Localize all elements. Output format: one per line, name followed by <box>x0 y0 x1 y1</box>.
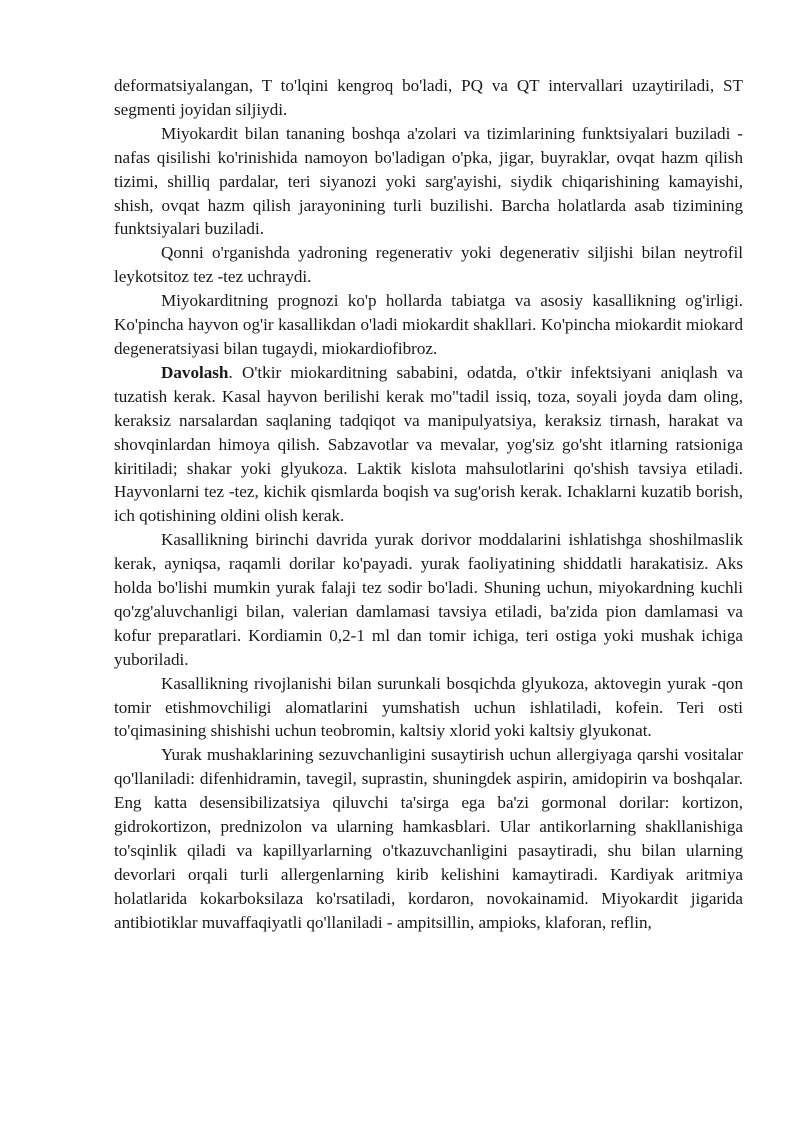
paragraph-text: Yurak mushaklarining sezuvchanligini susaytirish uchun allergiyaga qarshi vositalar qo'llaniladi: difenhidramin, tavegil, suprastin, shuningdek aspirin, amidopirin va boshqalar. Eng katta desensibilizatsiya qiluvchi ta'sirga ega ba'zi gormonal dorilar: kortizon, gidrokortizon, prednizolon va ularning hamkasblari. Ular antikorlarning shakllanishiga to'sqinlik qiladi va kapillyarlarning o'tkazuvchanligini pasaytiradi, shu bilan ularning devorlari orqali turli allergenlarning kirib kelishini kamaytiradi. Kardiyak aritmiya holatlarida kokarboksilaza ko'rsatiladi, kordaron, novokainamid. Miyokardit jigarida antibiotiklar muvaffaqiyatli qo'llaniladi - ampitsillin, ampioks, klaforan, reflin, <box>114 745 743 932</box>
section-heading-treatment: Davolash <box>161 362 229 382</box>
paragraph-text: deformatsiyalangan, T to'lqini kengroq bo'ladi, PQ va QT intervallari uzaytiriladi, ST segmenti joyidan siljiydi. <box>114 76 743 119</box>
paragraph-text: Kasallikning rivojlanishi bilan surunkali bosqichda glyukoza, aktovegin yurak -qon tomir etishmovchiligi alomatlarini yumshatish uchun ishlatiladi, kofein. Teri osti to'qimasining shishishi uchun teobromin, kaltsiy xlorid yoki kaltsiy glyukonat. <box>114 673 743 741</box>
paragraph-text: Qonni o'rganishda yadroning regenerativ yoki degenerativ siljishi bilan neytrofil leykotsitoz tez -tez uchraydi. <box>114 243 743 287</box>
paragraph-prognosis <box>114 289 743 361</box>
paragraph-antiallergic <box>114 743 743 934</box>
paragraph-text: Miyokarditning prognozi ko'p hollarda tabiatga va asosiy kasallikning og'irligi. Ko'pincha hayvon og'ir kasallikdan o'ladi miokardit shakllari. Ko'pincha miokardit miokard degeneratsiyasi bilan tugaydi, miokardiofibroz. <box>114 291 743 358</box>
paragraph-blood <box>114 241 743 289</box>
paragraph-other-organs <box>114 122 743 242</box>
paragraph-chronic-stage <box>114 672 743 744</box>
paragraph-text: . O'tkir miokarditning sababini, odatda, o'tkir infektsiyani aniqlash va tuzatish kerak. Kasal hayvon berilishi kerak mo"tadil issiq, toza, soyali joyda dam oling, keraksiz narsalardan saqlaning tadqiqot va manipulyatsiya, keraksiz tirnash, harakat va shovqinlardan himoya qilish. Sabzavotlar va mevalar, yog'siz go'sht itlarning ratsioniga kiritiladi; shakar yoki glyukoza. Laktik kislota mahsulotlarini qo'shish tavsiya etiladi. Hayvonlarni tez -tez, kichik qismlarda boqish va sug'orish kerak. Ichaklarni kuzatib borish, ich qotishining oldini olish kerak. <box>114 362 743 526</box>
paragraph-treatment <box>114 361 743 528</box>
paragraph-text: Kasallikning birinchi davrida yurak dorivor moddalarini ishlatishga shoshilmaslik kerak, ayniqsa, raqamli dorilar ko'payadi. yurak faoliyatining shiddatli harakatisiz. Aks holda bo'lishi mumkin yurak falaji tez sodir bo'ladi. Shuning uchun, miyokardning kuchli qo'zg'aluvchanligi bilan, valerian damlamasi tavsiya etiladi, ba'zida pion damlamasi va kofur preparatlari. Kordiamin 0,2-1 ml dan tomir ichiga, teri ostiga yoki mushak ichiga yuboriladi. <box>114 530 743 669</box>
paragraph-continuation <box>114 74 743 122</box>
document-page <box>114 74 743 935</box>
paragraph-text: Miyokardit bilan tananing boshqa a'zolari va tizimlarining funktsiyalari buziladi - nafas qisilishi ko'rinishida namoyon bo'ladigan o'pka, jigar, buyraklar, ovqat hazm qilish tizimi, shilliq pardalar, teri siyanozi yoki sarg'ayishi, siydik chiqarishining kamayishi, shish, ovqat hazm qilish jarayonining turli buzilishi. Barcha holatlarda asab tizimining funktsiyalari buziladi. <box>114 123 743 239</box>
paragraph-first-period <box>114 528 743 671</box>
